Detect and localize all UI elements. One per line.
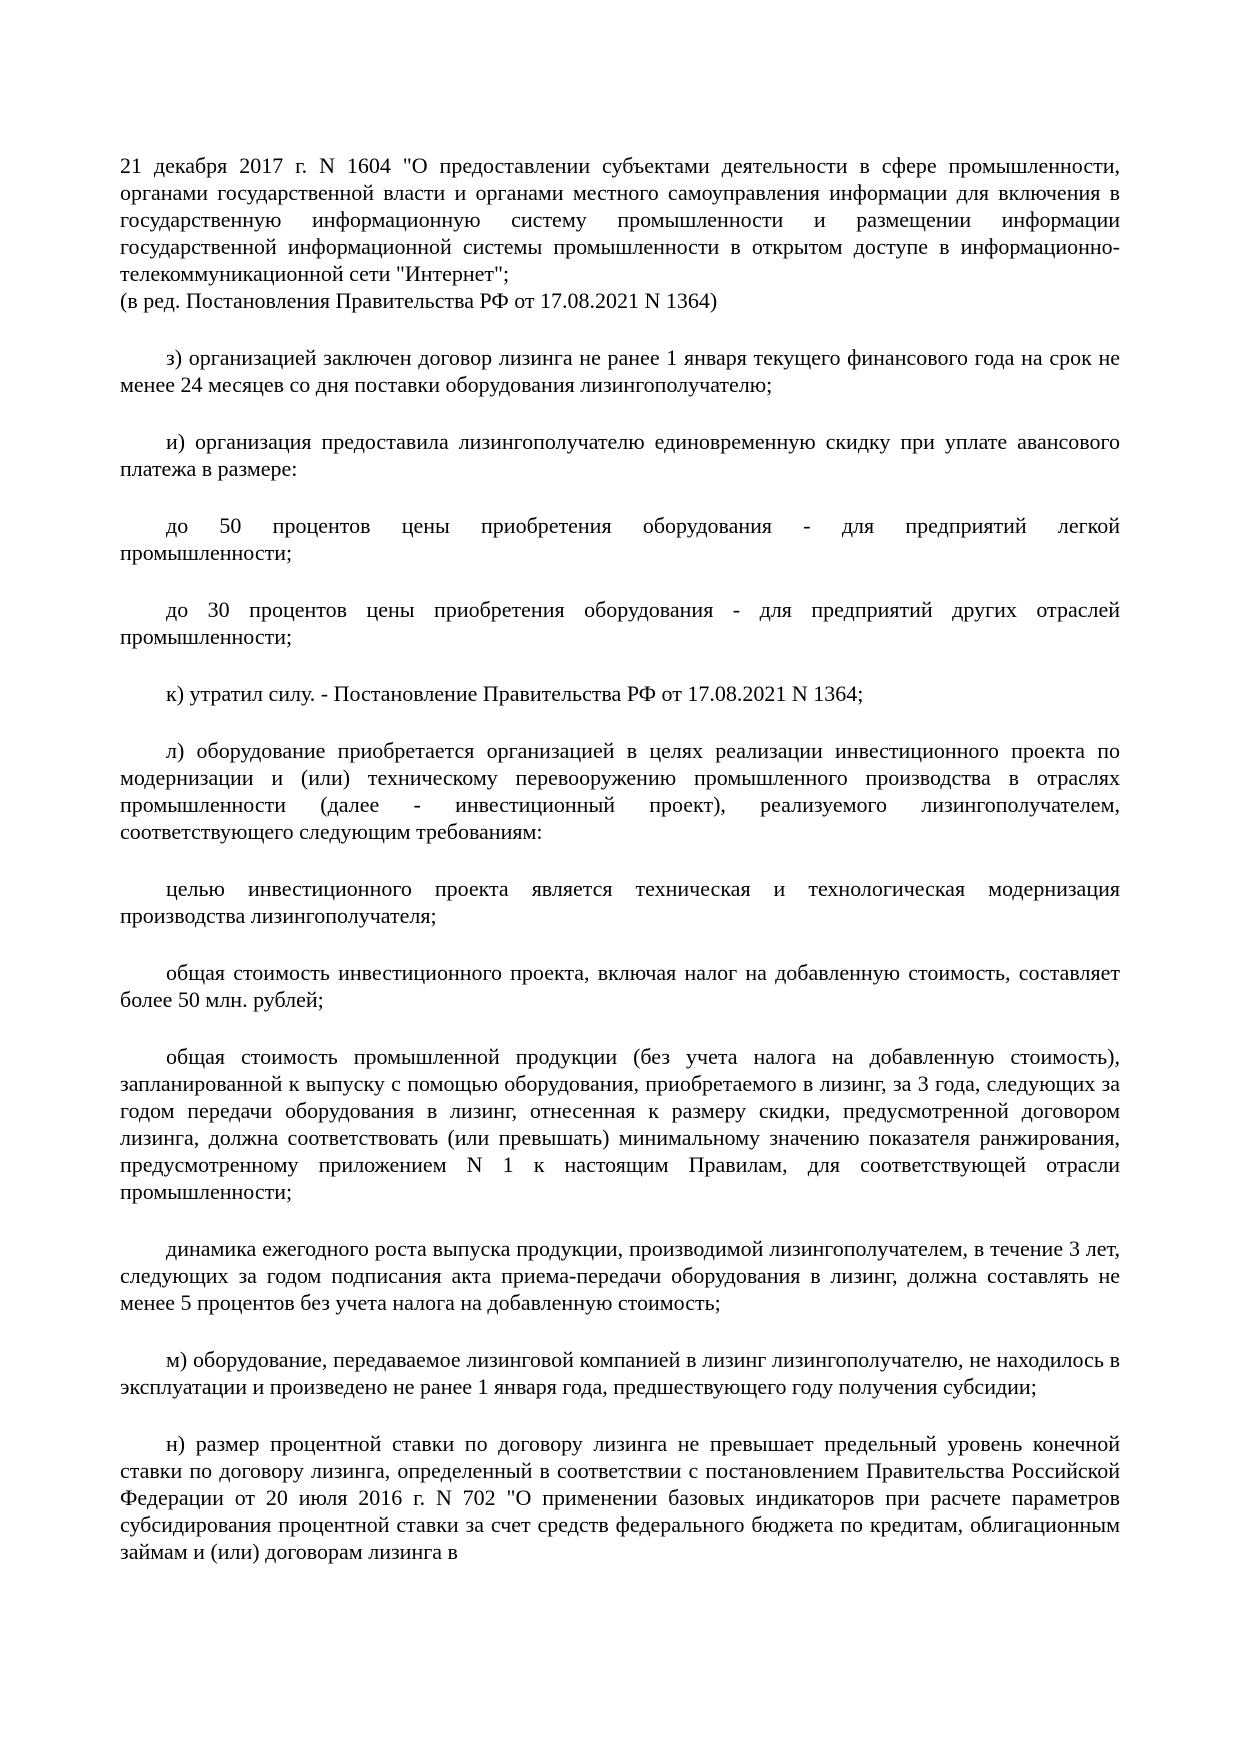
paragraph-item-m: м) оборудование, передаваемое лизинговой компанией в лизинг лизингополучателю, не находилось в эксплуатации и произведено не ранее 1 января года, предшествующего году получения субсидии; — [120, 1347, 1120, 1399]
paragraph-item-z: з) организацией заключен договор лизинга не ранее 1 января текущего финансового года на срок не менее 24 месяцев со дня поставки оборудования лизингополучателю; — [120, 345, 1120, 397]
paragraph-growth-dynamics: динамика ежегодного роста выпуска продукции, производимой лизингополучателем, в течение 3 лет, следующих за годом подписания акта приема-передачи оборудования в лизинг, должна составлять не менее 5 процентов без учета налога на добавленную стоимость; — [120, 1236, 1120, 1315]
document-body — [120, 152, 1120, 1595]
paragraph-item-i: и) организация предоставила лизингополучателю единовременную скидку при уплате авансового платежа в размере: — [120, 429, 1120, 481]
paragraph-production-cost: общая стоимость промышленной продукции (без учета налога на добавленную стоимость), запланированной к выпуску с помощью оборудования, приобретаемого в лизинг, за 3 года, следующих за годом передачи оборудования в лизинг, отнесенная к размеру скидки, предусмотренной договором лизинга, должна соответствовать (или превышать) минимальному значению показателя ранжирования, предусмотренному приложением N 1 к настоящим Правилам, для соответствующей отрасли промышленности; — [120, 1044, 1120, 1204]
paragraph-item-k: к) утратил силу. - Постановление Правительства РФ от 17.08.2021 N 1364; — [166, 681, 864, 706]
paragraph-project-goal: целью инвестиционного проекта является техническая и технологическая модернизация производства лизингополучателя; — [120, 876, 1120, 928]
paragraph-item-l: л) оборудование приобретается организацией в целях реализации инвестиционного проекта по модернизации и (или) техническому перевооружению промышленного производства в отраслях промышленности (далее - инвестиционный проект), реализуемого лизингополучателем, соответствующего следующим требованиям: — [120, 738, 1120, 844]
paragraph-amendment-note: (в ред. Постановления Правительства РФ от 17.08.2021 N 1364) — [120, 288, 718, 313]
paragraph-other-industries: до 30 процентов цены приобретения оборудования - для предприятий других отраслей промышленности; — [120, 597, 1120, 649]
paragraph-light-industry: до 50 процентов цены приобретения оборудования - для предприятий легкой промышленности; — [120, 513, 1120, 565]
paragraph-project-cost: общая стоимость инвестиционного проекта, включая налог на добавленную стоимость, составляет более 50 млн. рублей; — [120, 960, 1120, 1012]
paragraph-item-n: н) размер процентной ставки по договору лизинга не превышает предельный уровень конечной ставки по договору лизинга, определенный в соответствии с постановлением Правительства Российской Федерации от 20 июля 2016 г. N 702 "О применении базовых индикаторов при расчете параметров субсидирования процентной ставки за счет средств федерального бюджета по кредитам, облигационным займам и (или) договорам лизинга в — [120, 1431, 1120, 1564]
paragraph-resolution-reference: 21 декабря 2017 г. N 1604 "О предоставлении субъектами деятельности в сфере промышленности, органами государственной власти и органами местного самоуправления информации для включения в государственную информационную систему промышленности и размещении информации государственной информационной системы промышленности в открытом доступе в информационно-телекоммуникационной сети "Интернет"; — [120, 153, 1120, 286]
